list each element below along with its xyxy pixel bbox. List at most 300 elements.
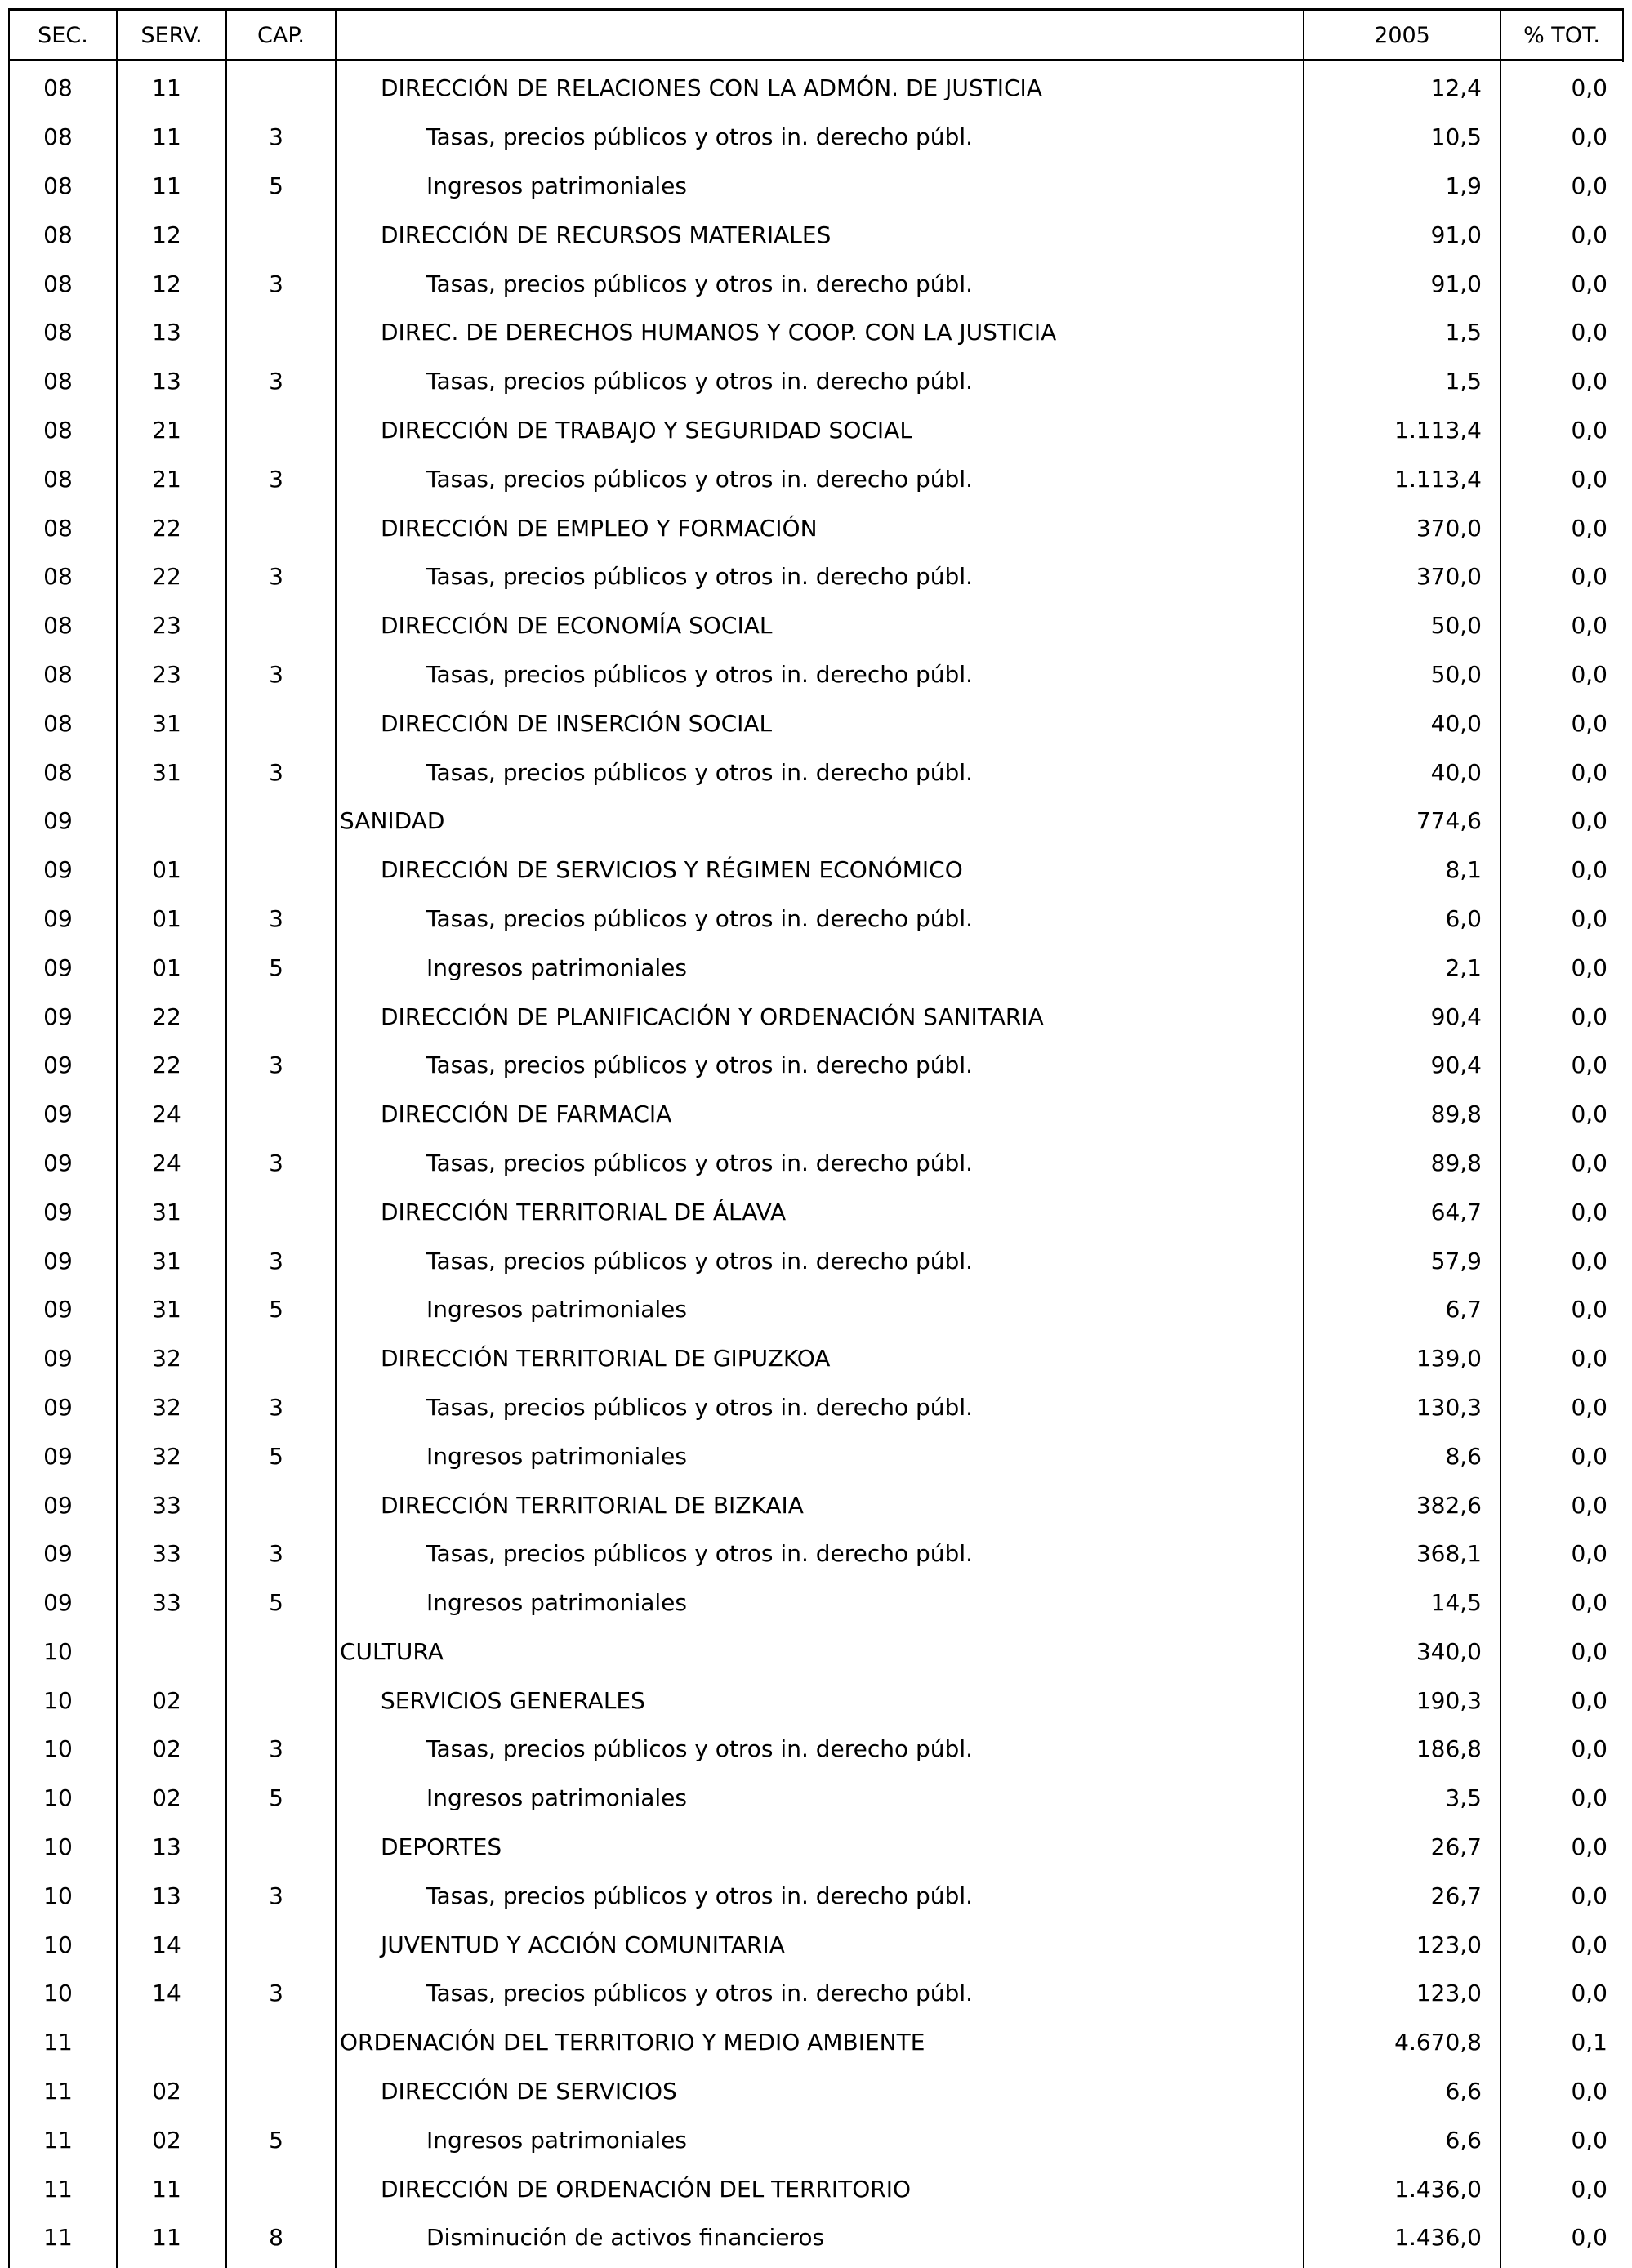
cell-serv: 23 — [152, 660, 181, 688]
cell-desc: Tasas, precios públicos y otros in. derecho públ. — [426, 123, 974, 151]
cell-pct: 0,0 — [1571, 1051, 1607, 1079]
cell-sec: 09 — [43, 856, 73, 884]
cell-cap — [227, 308, 325, 357]
col-rule-right — [1622, 10, 1624, 62]
table-row — [0, 895, 1632, 944]
cell-serv: 24 — [152, 1149, 181, 1176]
cell-value: 91,0 — [1430, 221, 1482, 248]
cell-value: 14,5 — [1430, 1589, 1482, 1617]
cell-serv: 02 — [152, 1784, 181, 1812]
cell-serv: 31 — [152, 1247, 181, 1275]
cell-serv: 22 — [152, 1002, 181, 1030]
cell-desc: SERVICIOS GENERALES — [381, 1686, 645, 1714]
cell-desc: Tasas, precios públicos y otros in. derecho públ. — [426, 1247, 974, 1275]
table-row — [0, 650, 1632, 699]
cell-value: 40,0 — [1430, 758, 1482, 786]
cell-value: 12,4 — [1430, 74, 1482, 102]
table-row — [0, 1627, 1632, 1676]
cell-value: 1.436,0 — [1394, 2175, 1482, 2203]
cell-value: 4.670,8 — [1394, 2029, 1482, 2056]
cell-value: 370,0 — [1416, 514, 1482, 542]
cell-cap: 3 — [269, 1051, 283, 1079]
cell-sec: 09 — [43, 1002, 73, 1030]
cell-desc: DIRECCIÓN DE SERVICIOS Y RÉGIMEN ECONÓMICO — [381, 856, 963, 884]
table-row — [0, 1725, 1632, 1774]
table-row — [0, 797, 1632, 846]
cell-pct: 0,0 — [1571, 612, 1607, 640]
table-row — [0, 1823, 1632, 1872]
cell-sec: 08 — [43, 563, 73, 591]
cell-serv: 02 — [152, 2126, 181, 2154]
cell-serv: 13 — [152, 1833, 181, 1861]
cell-pct: 0,0 — [1571, 1589, 1607, 1617]
cell-desc: DIRECCIÓN DE ORDENACIÓN DEL TERRITORIO — [381, 2175, 912, 2203]
cell-pct: 0,0 — [1571, 856, 1607, 884]
table-row — [0, 1383, 1632, 1432]
cell-desc: Ingresos patrimoniales — [426, 2126, 687, 2154]
cell-value: 40,0 — [1430, 709, 1482, 737]
cell-cap — [227, 210, 325, 259]
cell-pct: 0,0 — [1571, 416, 1607, 444]
cell-value: 64,7 — [1430, 1198, 1482, 1226]
cell-value: 10,5 — [1430, 123, 1482, 151]
cell-value: 3,5 — [1445, 1784, 1482, 1812]
cell-sec: 10 — [43, 1735, 73, 1763]
cell-pct: 0,0 — [1571, 1442, 1607, 1470]
table-row — [0, 2018, 1632, 2067]
cell-serv: 23 — [152, 612, 181, 640]
cell-value: 8,1 — [1445, 856, 1482, 884]
cell-sec: 09 — [43, 1101, 73, 1128]
cell-desc: ORDENACIÓN DEL TERRITORIO Y MEDIO AMBIENTE — [340, 2029, 925, 2056]
cell-cap — [227, 1627, 325, 1676]
cell-serv: 31 — [152, 1198, 181, 1226]
cell-value: 1.436,0 — [1394, 2224, 1482, 2252]
cell-sec: 10 — [43, 1686, 73, 1714]
table-row — [0, 552, 1632, 601]
cell-serv: 11 — [152, 2224, 181, 2252]
cell-desc: DIRECCIÓN DE RECURSOS MATERIALES — [381, 221, 832, 248]
table-row — [0, 1187, 1632, 1236]
cell-desc: SANIDAD — [340, 807, 445, 835]
cell-serv: 22 — [152, 563, 181, 591]
cell-sec: 09 — [43, 953, 73, 981]
cell-value: 139,0 — [1416, 1345, 1482, 1373]
cell-sec: 10 — [43, 1980, 73, 2007]
table-row — [0, 601, 1632, 650]
table-row — [0, 2164, 1632, 2213]
cell-sec: 09 — [43, 1540, 73, 1568]
table-row — [0, 1334, 1632, 1383]
cell-cap: 3 — [269, 270, 283, 297]
cell-sec: 08 — [43, 172, 73, 199]
cell-desc: Tasas, precios públicos y otros in. derecho públ. — [426, 904, 974, 932]
cell-cap — [227, 1187, 325, 1236]
cell-sec: 09 — [43, 1442, 73, 1470]
cell-value: 8,6 — [1445, 1442, 1482, 1470]
cell-cap — [227, 601, 325, 650]
cell-sec: 10 — [43, 1882, 73, 1909]
cell-desc: DIRECCIÓN DE EMPLEO Y FORMACIÓN — [381, 514, 818, 542]
table-row — [0, 1578, 1632, 1627]
cell-cap — [227, 1480, 325, 1529]
cell-pct: 0,0 — [1571, 563, 1607, 591]
table-row — [0, 357, 1632, 406]
cell-sec: 09 — [43, 1393, 73, 1421]
cell-serv — [118, 1627, 216, 1676]
cell-cap: 3 — [269, 1540, 283, 1568]
cell-pct: 0,0 — [1571, 758, 1607, 786]
cell-value: 6,6 — [1445, 2126, 1482, 2154]
cell-value: 50,0 — [1430, 660, 1482, 688]
cell-desc: Tasas, precios públicos y otros in. derecho públ. — [426, 1735, 974, 1763]
cell-pct: 0,0 — [1571, 709, 1607, 737]
cell-value: 186,8 — [1416, 1735, 1482, 1763]
cell-sec: 08 — [43, 612, 73, 640]
cell-cap — [227, 2018, 325, 2067]
cell-value: 6,7 — [1445, 1296, 1482, 1324]
cell-cap: 3 — [269, 1393, 283, 1421]
cell-cap: 3 — [269, 660, 283, 688]
cell-desc: Tasas, precios públicos y otros in. derecho públ. — [426, 758, 974, 786]
table-row — [0, 1041, 1632, 1090]
cell-cap: 3 — [269, 1980, 283, 2007]
cell-desc: JUVENTUD Y ACCIÓN COMUNITARIA — [381, 1931, 785, 1958]
cell-pct: 0,0 — [1571, 1345, 1607, 1373]
table-row — [0, 1774, 1632, 1823]
cell-pct: 0,0 — [1571, 1686, 1607, 1714]
cell-pct: 0,0 — [1571, 319, 1607, 346]
cell-pct: 0,0 — [1571, 270, 1607, 297]
cell-cap: 5 — [269, 172, 283, 199]
table-row — [0, 1139, 1632, 1188]
cell-serv: 11 — [152, 172, 181, 199]
cell-cap: 3 — [269, 465, 283, 493]
cell-pct: 0,0 — [1571, 953, 1607, 981]
cell-desc: Tasas, precios públicos y otros in. derecho públ. — [426, 1540, 974, 1568]
cell-cap — [227, 1334, 325, 1383]
cell-value: 6,6 — [1445, 2078, 1482, 2105]
cell-value: 90,4 — [1430, 1051, 1482, 1079]
header-serv: SERV. — [140, 22, 203, 48]
cell-pct: 0,0 — [1571, 660, 1607, 688]
cell-pct: 0,1 — [1571, 2029, 1607, 2056]
cell-serv: 02 — [152, 1686, 181, 1714]
cell-value: 1.113,4 — [1394, 465, 1482, 493]
cell-cap — [227, 1823, 325, 1872]
cell-pct: 0,0 — [1571, 123, 1607, 151]
cell-value: 6,0 — [1445, 904, 1482, 932]
cell-sec: 09 — [43, 1247, 73, 1275]
table-row — [0, 943, 1632, 992]
cell-cap — [227, 406, 325, 455]
cell-sec: 09 — [43, 807, 73, 835]
cell-sec: 08 — [43, 758, 73, 786]
cell-serv: 13 — [152, 368, 181, 395]
cell-desc: DIRECCIÓN TERRITORIAL DE GIPUZKOA — [381, 1345, 831, 1373]
table-row — [0, 2067, 1632, 2116]
cell-serv: 02 — [152, 1735, 181, 1763]
cell-desc: DIRECCIÓN TERRITORIAL DE BIZKAIA — [381, 1491, 804, 1519]
cell-desc: Ingresos patrimoniales — [426, 172, 687, 199]
cell-value: 89,8 — [1430, 1101, 1482, 1128]
header-desc — [337, 10, 1303, 60]
cell-value: 190,3 — [1416, 1686, 1482, 1714]
cell-pct: 0,0 — [1571, 1980, 1607, 2007]
cell-serv: 33 — [152, 1540, 181, 1568]
cell-serv: 13 — [152, 1882, 181, 1909]
cell-pct: 0,0 — [1571, 904, 1607, 932]
cell-desc: DIRECCIÓN DE ECONOMÍA SOCIAL — [381, 612, 773, 640]
cell-sec: 09 — [43, 1296, 73, 1324]
cell-sec: 10 — [43, 1833, 73, 1861]
cell-serv: 31 — [152, 758, 181, 786]
cell-serv: 02 — [152, 2078, 181, 2105]
cell-sec: 09 — [43, 904, 73, 932]
cell-serv: 01 — [152, 856, 181, 884]
cell-desc: DIRECCIÓN DE FARMACIA — [381, 1101, 672, 1128]
cell-serv: 33 — [152, 1589, 181, 1617]
cell-serv: 21 — [152, 465, 181, 493]
cell-sec: 08 — [43, 709, 73, 737]
header-cap: CAP. — [257, 22, 305, 48]
cell-pct: 0,0 — [1571, 2224, 1607, 2252]
cell-value: 130,3 — [1416, 1393, 1482, 1421]
cell-desc: Tasas, precios públicos y otros in. derecho públ. — [426, 1393, 974, 1421]
table-row — [0, 699, 1632, 748]
cell-sec: 08 — [43, 416, 73, 444]
cell-sec: 08 — [43, 465, 73, 493]
cell-pct: 0,0 — [1571, 1149, 1607, 1176]
cell-value: 91,0 — [1430, 270, 1482, 297]
cell-sec: 10 — [43, 1784, 73, 1812]
cell-pct: 0,0 — [1571, 2175, 1607, 2203]
cell-desc: Ingresos patrimoniales — [426, 1589, 687, 1617]
cell-pct: 0,0 — [1571, 1393, 1607, 1421]
cell-cap: 3 — [269, 758, 283, 786]
cell-cap: 3 — [269, 368, 283, 395]
table-row — [0, 113, 1632, 162]
cell-sec: 08 — [43, 123, 73, 151]
cell-value: 2,1 — [1445, 953, 1482, 981]
cell-desc: Disminución de activos financieros — [426, 2224, 825, 2252]
cell-pct: 0,0 — [1571, 1735, 1607, 1763]
cell-cap — [227, 2164, 325, 2213]
cell-pct: 0,0 — [1571, 465, 1607, 493]
cell-value: 90,4 — [1430, 1002, 1482, 1030]
cell-pct: 0,0 — [1571, 1247, 1607, 1275]
cell-pct: 0,0 — [1571, 74, 1607, 102]
cell-serv: 31 — [152, 709, 181, 737]
cell-serv: 22 — [152, 1051, 181, 1079]
cell-pct: 0,0 — [1571, 1833, 1607, 1861]
cell-pct: 0,0 — [1571, 221, 1607, 248]
table-row — [0, 1529, 1632, 1578]
cell-serv: 14 — [152, 1980, 181, 2007]
cell-cap — [227, 797, 325, 846]
cell-pct: 0,0 — [1571, 1540, 1607, 1568]
cell-pct: 0,0 — [1571, 1198, 1607, 1226]
table-row — [0, 259, 1632, 308]
cell-value: 774,6 — [1416, 807, 1482, 835]
cell-pct: 0,0 — [1571, 368, 1607, 395]
table-row — [0, 454, 1632, 503]
table-row — [0, 1431, 1632, 1480]
cell-pct: 0,0 — [1571, 1784, 1607, 1812]
cell-desc: DIREC. DE DERECHOS HUMANOS Y COOP. CON LA JUSTICIA — [381, 319, 1057, 346]
cell-sec: 08 — [43, 368, 73, 395]
cell-desc: DEPORTES — [381, 1833, 502, 1861]
cell-serv — [118, 797, 216, 846]
cell-desc: Ingresos patrimoniales — [426, 1296, 687, 1324]
cell-serv: 32 — [152, 1345, 181, 1373]
cell-value: 368,1 — [1416, 1540, 1482, 1568]
table-row — [0, 1969, 1632, 2018]
cell-sec: 08 — [43, 221, 73, 248]
cell-pct: 0,0 — [1571, 1296, 1607, 1324]
cell-cap: 5 — [269, 1442, 283, 1470]
cell-pct: 0,0 — [1571, 2078, 1607, 2105]
cell-cap: 5 — [269, 1784, 283, 1812]
table-row — [0, 1285, 1632, 1334]
cell-value: 1.113,4 — [1394, 416, 1482, 444]
table-row — [0, 2213, 1632, 2262]
cell-pct: 0,0 — [1571, 1491, 1607, 1519]
cell-desc: Tasas, precios públicos y otros in. derecho públ. — [426, 563, 974, 591]
cell-serv — [118, 2018, 216, 2067]
cell-cap: 3 — [269, 1882, 283, 1909]
cell-serv: 33 — [152, 1491, 181, 1519]
cell-cap — [227, 1090, 325, 1139]
cell-desc: Ingresos patrimoniales — [426, 953, 687, 981]
table-row — [0, 1090, 1632, 1139]
cell-serv: 12 — [152, 270, 181, 297]
cell-cap: 3 — [269, 1149, 283, 1176]
cell-sec: 08 — [43, 514, 73, 542]
table-row — [0, 1871, 1632, 1920]
cell-desc: DIRECCIÓN DE TRABAJO Y SEGURIDAD SOCIAL — [381, 416, 912, 444]
cell-sec: 11 — [43, 2175, 73, 2203]
cell-serv: 22 — [152, 514, 181, 542]
cell-serv: 11 — [152, 74, 181, 102]
cell-cap — [227, 64, 325, 113]
cell-cap: 3 — [269, 1247, 283, 1275]
cell-serv: 14 — [152, 1931, 181, 1958]
cell-cap — [227, 2067, 325, 2116]
cell-desc: Ingresos patrimoniales — [426, 1784, 687, 1812]
cell-pct: 0,0 — [1571, 1637, 1607, 1665]
cell-sec: 08 — [43, 319, 73, 346]
cell-desc: Tasas, precios públicos y otros in. derecho públ. — [426, 465, 974, 493]
cell-serv: 12 — [152, 221, 181, 248]
cell-value: 26,7 — [1430, 1833, 1482, 1861]
cell-sec: 09 — [43, 1198, 73, 1226]
cell-cap: 8 — [269, 2224, 283, 2252]
cell-sec: 11 — [43, 2126, 73, 2154]
cell-value: 123,0 — [1416, 1980, 1482, 2007]
cell-cap: 3 — [269, 563, 283, 591]
cell-sec: 09 — [43, 1149, 73, 1176]
cell-sec: 09 — [43, 1491, 73, 1519]
cell-cap: 5 — [269, 953, 283, 981]
cell-desc: Ingresos patrimoniales — [426, 1442, 687, 1470]
cell-sec: 11 — [43, 2224, 73, 2252]
table-row — [0, 503, 1632, 552]
cell-cap: 3 — [269, 123, 283, 151]
cell-value: 123,0 — [1416, 1931, 1482, 1958]
cell-sec: 10 — [43, 1931, 73, 1958]
cell-value: 50,0 — [1430, 612, 1482, 640]
header-year: 2005 — [1374, 22, 1430, 48]
table-row — [0, 64, 1632, 113]
cell-value: 340,0 — [1416, 1637, 1482, 1665]
cell-cap — [227, 503, 325, 552]
cell-desc: DIRECCIÓN DE PLANIFICACIÓN Y ORDENACIÓN SANITARIA — [381, 1002, 1044, 1030]
table-row — [0, 1676, 1632, 1725]
cell-sec: 08 — [43, 270, 73, 297]
cell-sec: 11 — [43, 2078, 73, 2105]
table-row — [0, 992, 1632, 1041]
cell-serv: 11 — [152, 123, 181, 151]
cell-cap — [227, 846, 325, 895]
table-body — [0, 64, 1632, 2262]
table-row — [0, 162, 1632, 211]
cell-desc: DIRECCIÓN TERRITORIAL DE ÁLAVA — [381, 1198, 787, 1226]
cell-value: 370,0 — [1416, 563, 1482, 591]
cell-serv: 32 — [152, 1393, 181, 1421]
table-row — [0, 1480, 1632, 1529]
cell-desc: DIRECCIÓN DE INSERCIÓN SOCIAL — [381, 709, 773, 737]
cell-cap: 5 — [269, 1589, 283, 1617]
cell-serv: 01 — [152, 904, 181, 932]
cell-serv: 32 — [152, 1442, 181, 1470]
cell-pct: 0,0 — [1571, 807, 1607, 835]
cell-cap — [227, 1676, 325, 1725]
cell-cap: 5 — [269, 1296, 283, 1324]
cell-sec: 11 — [43, 2029, 73, 2056]
table-row — [0, 846, 1632, 895]
cell-pct: 0,0 — [1571, 2126, 1607, 2154]
table-row — [0, 1920, 1632, 1969]
cell-sec: 10 — [43, 1637, 73, 1665]
cell-sec: 09 — [43, 1589, 73, 1617]
cell-sec: 08 — [43, 660, 73, 688]
cell-value: 26,7 — [1430, 1882, 1482, 1909]
cell-cap — [227, 1920, 325, 1969]
header-pct: % TOT. — [1523, 22, 1600, 48]
cell-sec: 09 — [43, 1345, 73, 1373]
cell-desc: Tasas, precios públicos y otros in. derecho públ. — [426, 1149, 974, 1176]
cell-serv: 11 — [152, 2175, 181, 2203]
cell-desc: DIRECCIÓN DE RELACIONES CON LA ADMÓN. DE JUSTICIA — [381, 74, 1042, 102]
table-row — [0, 1236, 1632, 1285]
cell-cap: 3 — [269, 1735, 283, 1763]
cell-pct: 0,0 — [1571, 1002, 1607, 1030]
cell-cap — [227, 992, 325, 1041]
cell-pct: 0,0 — [1571, 514, 1607, 542]
cell-serv: 01 — [152, 953, 181, 981]
cell-cap: 5 — [269, 2126, 283, 2154]
cell-pct: 0,0 — [1571, 1931, 1607, 1958]
cell-value: 382,6 — [1416, 1491, 1482, 1519]
cell-desc: DIRECCIÓN DE SERVICIOS — [381, 2078, 677, 2105]
cell-pct: 0,0 — [1571, 1101, 1607, 1128]
cell-desc: Tasas, precios públicos y otros in. derecho públ. — [426, 660, 974, 688]
cell-cap — [227, 699, 325, 748]
cell-pct: 0,0 — [1571, 172, 1607, 199]
cell-desc: Tasas, precios públicos y otros in. derecho públ. — [426, 1980, 974, 2007]
cell-serv: 31 — [152, 1296, 181, 1324]
